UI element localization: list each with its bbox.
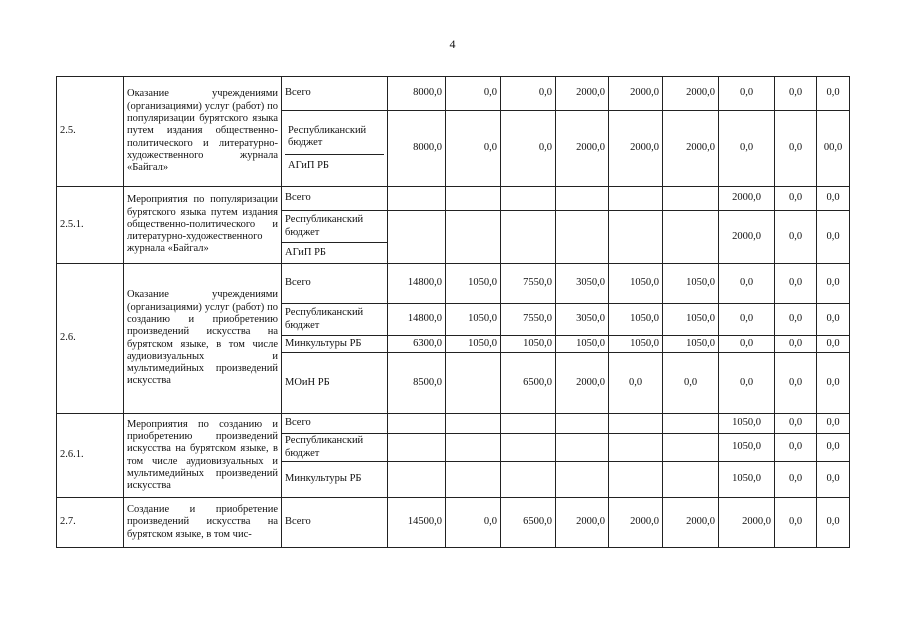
value-cell bbox=[501, 187, 556, 211]
value-cell bbox=[556, 462, 609, 498]
table-row bbox=[57, 498, 850, 548]
value-cell: 7550,0 bbox=[501, 304, 556, 336]
value-cell: 1050,0 bbox=[719, 462, 775, 498]
value-cell bbox=[446, 211, 501, 264]
value-cell bbox=[556, 187, 609, 211]
row-description: Мероприятия по популяризации бурятского языка путем издания общественно-политического и литературно-художественного журнала «Байгал» bbox=[124, 187, 282, 264]
value-cell bbox=[609, 187, 663, 211]
value-cell: 8000,0 bbox=[388, 111, 446, 187]
value-cell bbox=[663, 211, 719, 264]
budget-table bbox=[56, 76, 850, 548]
value-cell: 0,0 bbox=[817, 498, 850, 548]
funding-source: Минкультуры РБ bbox=[282, 462, 388, 498]
value-cell: 2000,0 bbox=[609, 77, 663, 111]
value-cell: 6300,0 bbox=[388, 336, 446, 353]
value-cell: 0,0 bbox=[817, 304, 850, 336]
value-cell: 8500,0 bbox=[388, 353, 446, 414]
row-code: 2.6.1. bbox=[57, 414, 124, 498]
value-cell bbox=[446, 353, 501, 414]
value-cell: 0,0 bbox=[817, 264, 850, 304]
value-cell bbox=[446, 187, 501, 211]
value-cell: 2000,0 bbox=[556, 353, 609, 414]
value-cell: 0,0 bbox=[775, 498, 817, 548]
value-cell: 1050,0 bbox=[663, 264, 719, 304]
value-cell bbox=[663, 187, 719, 211]
value-cell bbox=[501, 434, 556, 462]
row-description: Создание и приобретение произведений искусства на бурятском языке, в том чис- bbox=[124, 498, 282, 548]
value-cell bbox=[388, 462, 446, 498]
value-cell bbox=[388, 414, 446, 434]
value-cell: 0,0 bbox=[446, 498, 501, 548]
value-cell: 0,0 bbox=[817, 336, 850, 353]
value-cell: 1050,0 bbox=[719, 434, 775, 462]
value-cell: 0,0 bbox=[719, 77, 775, 111]
value-cell: 00,0 bbox=[817, 111, 850, 187]
row-code: 2.6. bbox=[57, 264, 124, 414]
funding-source: МОиН РБ bbox=[282, 353, 388, 414]
value-cell: 0,0 bbox=[775, 353, 817, 414]
value-cell: 1050,0 bbox=[556, 336, 609, 353]
value-cell: 2000,0 bbox=[663, 111, 719, 187]
funding-source: Всего bbox=[282, 414, 388, 434]
value-cell: 0,0 bbox=[817, 414, 850, 434]
row-description: Мероприятия по созданию и приобретению произведений искусства на бурятском языке, в том числе аудиовизуальных и мультимедийных произведений искусства bbox=[124, 414, 282, 498]
value-cell: 0,0 bbox=[775, 434, 817, 462]
funding-source: Всего bbox=[282, 498, 388, 548]
funding-source: Минкультуры РБ bbox=[282, 336, 388, 353]
value-cell: 0,0 bbox=[817, 77, 850, 111]
value-cell bbox=[388, 187, 446, 211]
value-cell: 2000,0 bbox=[556, 498, 609, 548]
value-cell: 2000,0 bbox=[609, 111, 663, 187]
value-cell bbox=[388, 211, 446, 264]
value-cell: 1050,0 bbox=[446, 264, 501, 304]
value-cell: 0,0 bbox=[775, 336, 817, 353]
value-cell: 2000,0 bbox=[663, 77, 719, 111]
value-cell: 6500,0 bbox=[501, 498, 556, 548]
table-row bbox=[57, 77, 850, 111]
funding-source: Республиканский бюджет bbox=[282, 211, 388, 243]
value-cell: 0,0 bbox=[446, 77, 501, 111]
value-cell: 6500,0 bbox=[501, 353, 556, 414]
row-code: 2.7. bbox=[57, 498, 124, 548]
value-cell: 0,0 bbox=[663, 353, 719, 414]
value-cell: 0,0 bbox=[719, 336, 775, 353]
value-cell: 0,0 bbox=[775, 304, 817, 336]
value-cell: 1050,0 bbox=[609, 336, 663, 353]
value-cell bbox=[556, 434, 609, 462]
value-cell: 7550,0 bbox=[501, 264, 556, 304]
value-cell: 14800,0 bbox=[388, 304, 446, 336]
value-cell bbox=[609, 414, 663, 434]
value-cell: 1050,0 bbox=[609, 304, 663, 336]
value-cell bbox=[663, 414, 719, 434]
funding-source-agency: АГиП РБ bbox=[288, 159, 329, 171]
value-cell: 0,0 bbox=[775, 462, 817, 498]
value-cell bbox=[609, 462, 663, 498]
value-cell: 8000,0 bbox=[388, 77, 446, 111]
value-cell bbox=[446, 414, 501, 434]
value-cell: 14500,0 bbox=[388, 498, 446, 548]
value-cell: 2000,0 bbox=[556, 77, 609, 111]
value-cell: 14800,0 bbox=[388, 264, 446, 304]
value-cell bbox=[501, 414, 556, 434]
funding-source-split bbox=[282, 111, 388, 187]
funding-source: Республиканский бюджет bbox=[282, 304, 388, 336]
value-cell: 0,0 bbox=[446, 111, 501, 187]
page-number: 4 bbox=[449, 37, 456, 51]
value-cell: 0,0 bbox=[501, 111, 556, 187]
value-cell: 1050,0 bbox=[663, 336, 719, 353]
value-cell: 1050,0 bbox=[446, 304, 501, 336]
value-cell bbox=[556, 414, 609, 434]
value-cell: 3050,0 bbox=[556, 264, 609, 304]
value-cell: 3050,0 bbox=[556, 304, 609, 336]
value-cell: 0,0 bbox=[817, 211, 850, 264]
funding-source: Республиканский бюджет bbox=[282, 434, 388, 462]
value-cell bbox=[446, 434, 501, 462]
value-cell: 2000,0 bbox=[719, 498, 775, 548]
value-cell: 2000,0 bbox=[556, 111, 609, 187]
value-cell: 0,0 bbox=[719, 111, 775, 187]
value-cell: 0,0 bbox=[775, 77, 817, 111]
value-cell: 1050,0 bbox=[446, 336, 501, 353]
funding-source: Республиканский бюджет bbox=[285, 122, 384, 155]
value-cell: 0,0 bbox=[719, 353, 775, 414]
funding-source: Всего bbox=[282, 77, 388, 111]
funding-source: Всего bbox=[282, 187, 388, 211]
value-cell: 1050,0 bbox=[501, 336, 556, 353]
value-cell bbox=[609, 434, 663, 462]
value-cell: 0,0 bbox=[775, 211, 817, 264]
value-cell: 2000,0 bbox=[663, 498, 719, 548]
value-cell: 0,0 bbox=[775, 187, 817, 211]
value-cell: 2000,0 bbox=[609, 498, 663, 548]
funding-source: АГиП РБ bbox=[282, 243, 388, 264]
value-cell: 0,0 bbox=[775, 414, 817, 434]
value-cell: 0,0 bbox=[501, 77, 556, 111]
table-row bbox=[57, 414, 850, 434]
value-cell: 0,0 bbox=[719, 264, 775, 304]
value-cell bbox=[446, 462, 501, 498]
funding-source: Всего bbox=[282, 264, 388, 304]
value-cell: 1050,0 bbox=[719, 414, 775, 434]
value-cell: 0,0 bbox=[775, 264, 817, 304]
table-row bbox=[57, 187, 850, 211]
row-description: Оказание учреждениями (организациями) услуг (работ) по популяризации бурятского языка путем издания общественно-политического и литературно-художественного журнала «Байгал» bbox=[124, 77, 282, 187]
value-cell: 0,0 bbox=[817, 187, 850, 211]
value-cell bbox=[388, 434, 446, 462]
row-code: 2.5.1. bbox=[57, 187, 124, 264]
value-cell: 1050,0 bbox=[663, 304, 719, 336]
value-cell bbox=[663, 462, 719, 498]
table-row bbox=[57, 264, 850, 304]
value-cell: 2000,0 bbox=[719, 211, 775, 264]
value-cell bbox=[609, 211, 663, 264]
row-code: 2.5. bbox=[57, 77, 124, 187]
value-cell: 0,0 bbox=[817, 462, 850, 498]
value-cell: 0,0 bbox=[775, 111, 817, 187]
row-description: Оказание учреждениями (организациями) услуг (работ) по созданию и приобретению произведений искусства на бурятском языке, в том числе аудиовизуальных и мультимедийных произведений искусства bbox=[124, 264, 282, 414]
value-cell bbox=[556, 211, 609, 264]
value-cell: 1050,0 bbox=[609, 264, 663, 304]
value-cell: 0,0 bbox=[609, 353, 663, 414]
value-cell: 0,0 bbox=[817, 353, 850, 414]
value-cell: 0,0 bbox=[719, 304, 775, 336]
value-cell: 0,0 bbox=[817, 434, 850, 462]
value-cell: 2000,0 bbox=[719, 187, 775, 211]
value-cell bbox=[663, 434, 719, 462]
value-cell bbox=[501, 462, 556, 498]
value-cell bbox=[501, 211, 556, 264]
